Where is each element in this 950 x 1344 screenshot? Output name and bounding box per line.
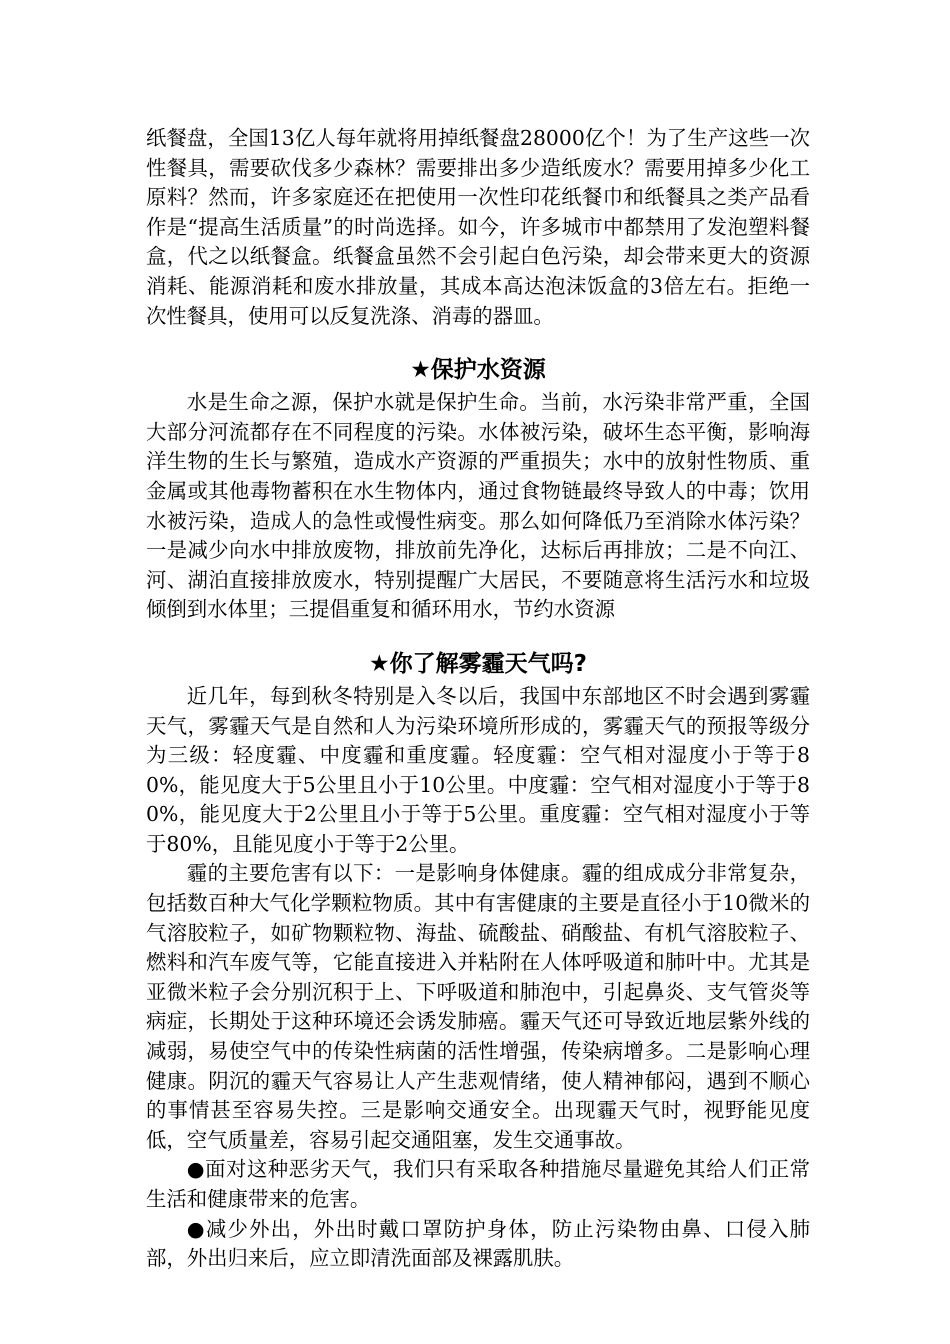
- section-title-water: ★保护水资源: [410, 357, 546, 384]
- intro-paragraph: 纸餐盘，全国13亿人每年就将用掉纸餐盘28000亿个！为了生产这些一次性餐具，需要砍伐多少森林？需要排出多少造纸废水？需要用掉多少化工原料？然而，许多家庭还在把使用一次性印花纸餐巾和纸餐具之类产品看作是“提高生活质量”的时尚选择。如今，许多城市中都禁用了发泡塑料餐盒，代之以纸餐盒。纸餐盒虽然不会引起白色污染，却会带来更大的资源消耗、能源消耗和废水排放量，其成本高达泡沫饭盒的3倍左右。拒绝一次性餐具，使用可以反复洗涤、消毒的器皿。: [146, 126, 810, 328]
- haze-bullet-avoid: ●面对这种恶劣天气，我们只有采取各种措施尽量避免其给人们正常生活和健康带来的危害。: [146, 1157, 810, 1211]
- haze-paragraph-hazards: 霾的主要危害有以下：一是影响身体健康。霾的组成成分非常复杂，包括数百种大气化学颗粒物质。其中有害健康的主要是直径小于10微米的气溶胶粒子，如矿物颗粒物、海盐、硫酸盐、硝酸盐、有机气溶胶粒子、燃料和汽车废气等，它能直接进入并粘附在人体呼吸道和肺叶中。尤其是亚微米粒子会分别沉积于上、下呼吸道和肺泡中，引起鼻炎、支气管炎等病症，长期处于这种环境还会诱发肺癌。霾天气还可导致近地层紫外线的减弱，易使空气中的传染性病菌的活性增强，传染病增多。二是影响心理健康。阴沉的霾天气容易让人产生悲观情绪，使人精神郁闷，遇到不顺心的事情甚至容易失控。三是影响交通安全。出现霾天气时，视野能见度低，空气质量差，容易引起交通阻塞，发生交通事故。: [146, 861, 810, 1152]
- document-page: [146, 124, 810, 1274]
- section-body-water: 水是生命之源，保护水就是保护生命。当前，水污染非常严重，全国大部分河流都存在不同程度的污染。水体被污染，破坏生态平衡，影响海洋生物的生长与繁殖，造成水产资源的严重损失；水中的放射性物质、重金属或其他毒物蓄积在水生物体内，通过食物链最终导致人的中毒；饮用水被污染，造成人的急性或慢性病变。那么如何降低乃至消除水体污染？一是减少向水中排放废物，排放前先净化，达标后再排放；二是不向江、河、湖泊直接排放废水，特别提醒广大居民，不要随意将生活污水和垃圾倾倒到水体里；三提倡重复和循环用水，节约水资源: [146, 390, 810, 622]
- haze-bullet-mask: ●减少外出，外出时戴口罩防护身体，防止污染物由鼻、口侵入肺部，外出归来后，应立即清洗面部及裸露肌肤。: [146, 1216, 810, 1271]
- section-title-haze: ★你了解雾霾天气吗?: [369, 650, 587, 677]
- haze-paragraph-levels: 近几年，每到秋冬特别是入冬以后，我国中东部地区不时会遇到雾霾天气，雾霾天气是自然和人为污染环境所形成的，雾霾天气的预报等级分为三级：轻度霾、中度霾和重度霾。轻度霾：空气相对湿度小于等于80%，能见度大于5公里且小于10公里。中度霾：空气相对湿度小于等于80%，能见度大于2公里且小于等于5公里。重度霾：空气相对湿度小于等于80%，且能见度小于等于2公里。: [146, 683, 810, 856]
